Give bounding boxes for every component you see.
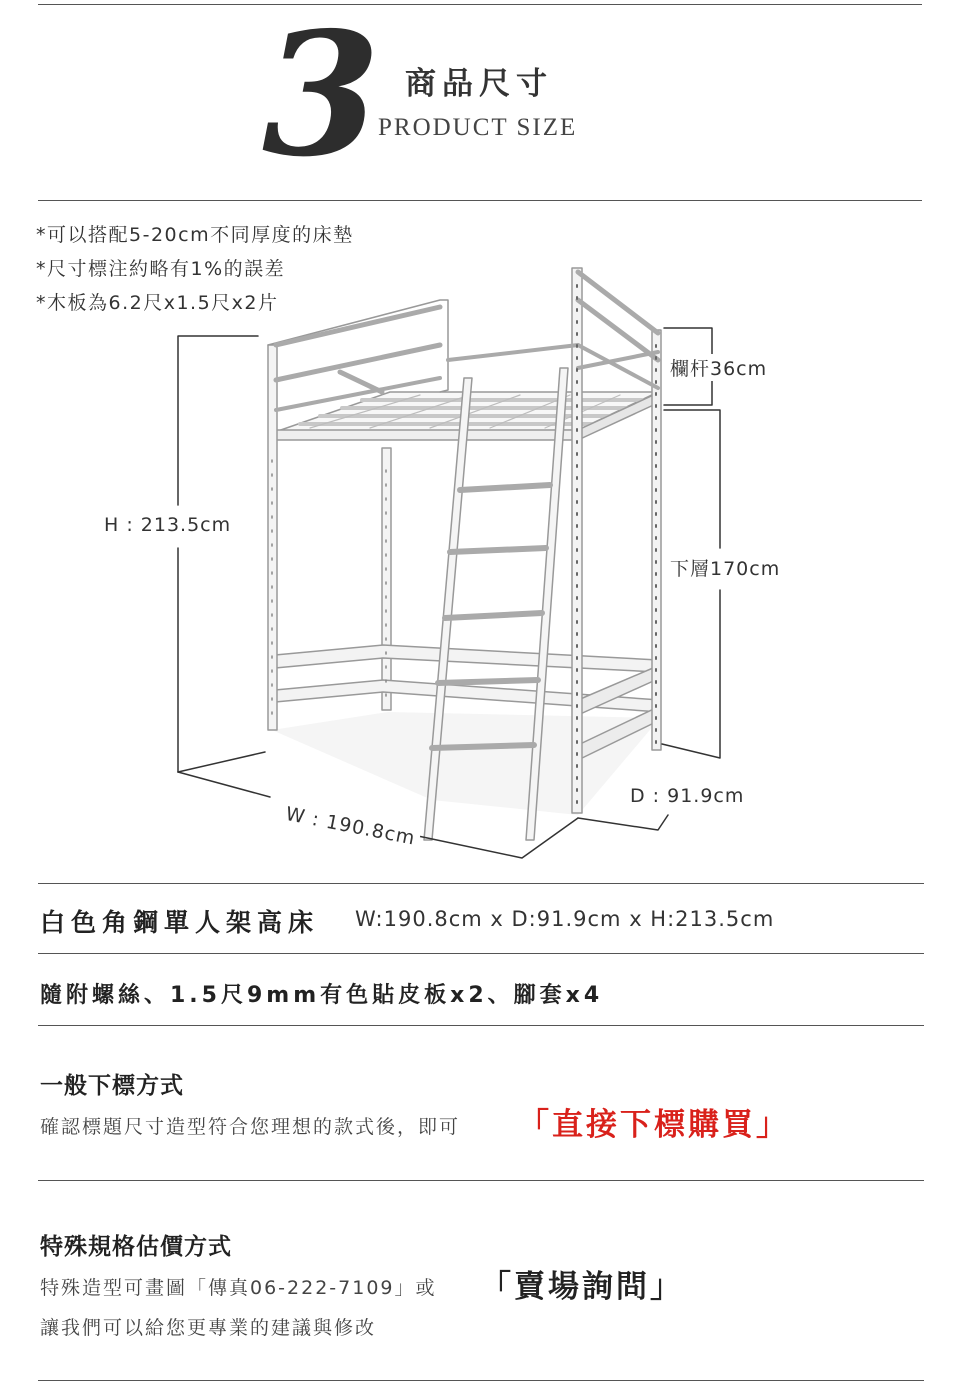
accessories-text: 隨附螺絲、1.5尺9mm有色貼皮板x2、腳套x4 [40,983,604,1008]
section-title-en: PRODUCT SIZE [378,114,578,141]
note-mattress: *可以搭配5-20cm不同厚度的床墊 [36,224,354,246]
note-tolerance: *尺寸標注約略有1%的誤差 [36,258,286,280]
accessories-divider [38,1025,924,1026]
product-divider-bottom [38,953,924,954]
section-title-cn: 商品尺寸 [405,66,553,102]
width-label: W : 190.8cm [280,802,421,850]
ordering-highlight: 「直接下標購買」 [518,1107,790,1143]
section-number: 3 [262,0,381,195]
depth-label: D : 91.9cm [626,785,748,807]
ordering-divider [38,1180,924,1181]
custom-text-line1: 特殊造型可畫圖「傳真06-222-7109」或 [40,1277,437,1299]
lower-height-label: 下層170cm [666,554,784,581]
bottom-divider [38,1380,924,1381]
product-divider-top [38,883,924,884]
railing-label: 欄杆36cm [666,354,771,381]
product-name: 白色角鋼單人架高床 [40,908,320,937]
note-boards: *木板為6.2尺x1.5尺x2片 [36,292,279,314]
product-spec: W:190.8cm x D:91.9cm x H:213.5cm [355,907,775,931]
height-label: H : 213.5cm [100,514,235,536]
ordering-text: 確認標題尺寸造型符合您理想的款式後，即可 [40,1116,461,1138]
ordering-heading: 一般下標方式 [40,1073,184,1099]
custom-highlight: 「賣場詢問」 [480,1269,684,1305]
custom-heading: 特殊規格估價方式 [40,1234,232,1260]
custom-text-line2: 讓我們可以給您更專業的建議與修改 [40,1317,377,1339]
